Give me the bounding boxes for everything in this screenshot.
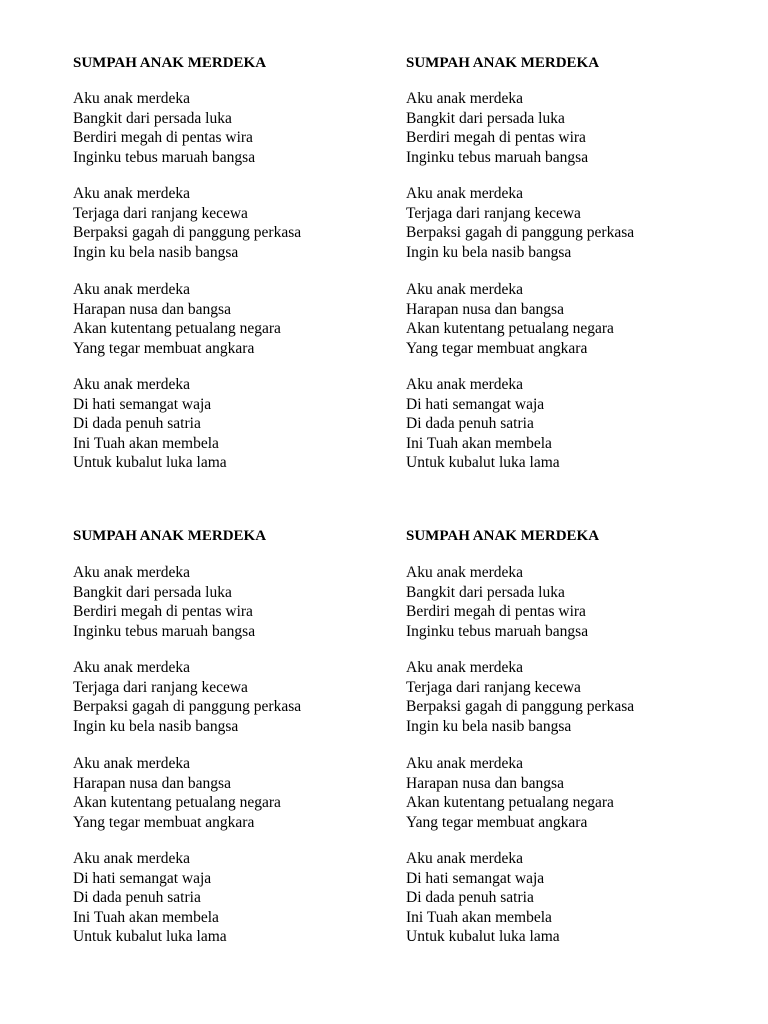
stanza-3 bbox=[73, 280, 281, 358]
poem-line: Aku anak merdeka bbox=[406, 755, 524, 772]
poem-line: Untuk kubalut luka lama bbox=[73, 454, 227, 472]
poem-line: Ingin ku bela nasib bangsa bbox=[406, 717, 572, 735]
poem-line: Harapan nusa dan bangsa bbox=[73, 300, 231, 318]
poem-line: Berpaksi gagah di panggung perkasa bbox=[406, 224, 635, 242]
poem-line: Ingin ku bela nasib bangsa bbox=[73, 717, 239, 735]
poem-line: Aku anak merdeka bbox=[73, 564, 191, 581]
poem-line: Harapan nusa dan bangsa bbox=[406, 300, 564, 318]
stanza-4 bbox=[406, 849, 560, 947]
poem-line: Bangkit dari persada luka bbox=[406, 583, 565, 601]
stanza-3 bbox=[406, 754, 614, 832]
poem-line: Inginku tebus maruah bangsa bbox=[73, 622, 256, 640]
poem-line: Di hati semangat waja bbox=[406, 395, 545, 413]
poem-line: Terjaga dari ranjang kecewa bbox=[73, 678, 248, 696]
poem-line: Bangkit dari persada luka bbox=[73, 583, 232, 601]
poem-line: Berdiri megah di pentas wira bbox=[73, 603, 253, 621]
poem-line: Ini Tuah akan membela bbox=[406, 908, 552, 926]
stanza-3 bbox=[73, 754, 281, 832]
poem-line: Akan kutentang petualang negara bbox=[406, 320, 614, 338]
poem-line: Terjaga dari ranjang kecewa bbox=[73, 204, 248, 222]
poem-line: Aku anak merdeka bbox=[406, 850, 524, 867]
poem-line: Aku anak merdeka bbox=[406, 564, 524, 581]
poem-line: Aku anak merdeka bbox=[73, 659, 191, 676]
poem-line: Berpaksi gagah di panggung perkasa bbox=[406, 698, 635, 716]
poem-line: Yang tegar membuat angkara bbox=[406, 813, 588, 831]
poem-line: Untuk kubalut luka lama bbox=[73, 928, 227, 946]
poem-line: Aku anak merdeka bbox=[406, 376, 524, 393]
poem-line: Di hati semangat waja bbox=[73, 869, 212, 887]
poem-line: Ini Tuah akan membela bbox=[406, 434, 552, 452]
stanza-2 bbox=[406, 658, 634, 736]
poem-line: Berdiri megah di pentas wira bbox=[406, 603, 586, 621]
stanza-1 bbox=[406, 89, 588, 167]
poem-line: Di dada penuh satria bbox=[406, 415, 534, 433]
poem-line: Akan kutentang petualang negara bbox=[73, 320, 281, 338]
poem-line: Akan kutentang petualang negara bbox=[73, 794, 281, 812]
poem-line: Harapan nusa dan bangsa bbox=[73, 774, 231, 792]
poem-line: Aku anak merdeka bbox=[406, 185, 524, 202]
poem-line: Aku anak merdeka bbox=[406, 281, 524, 298]
poem-line: Aku anak merdeka bbox=[73, 185, 191, 202]
poem-line: Di dada penuh satria bbox=[406, 889, 534, 907]
poem-title: SUMPAH ANAK MERDEKA bbox=[73, 528, 267, 544]
poem-line: Harapan nusa dan bangsa bbox=[406, 774, 564, 792]
poem-line: Aku anak merdeka bbox=[406, 90, 524, 107]
stanza-1 bbox=[406, 563, 588, 641]
stanza-4 bbox=[73, 375, 227, 473]
poem-line: Terjaga dari ranjang kecewa bbox=[406, 678, 581, 696]
poem-line: Untuk kubalut luka lama bbox=[406, 928, 560, 946]
stanza-4 bbox=[73, 849, 227, 947]
poem-line: Ingin ku bela nasib bangsa bbox=[406, 243, 572, 261]
poem-line: Di hati semangat waja bbox=[406, 869, 545, 887]
poem-line: Ingin ku bela nasib bangsa bbox=[73, 243, 239, 261]
poem-line: Akan kutentang petualang negara bbox=[406, 794, 614, 812]
poem-line: Berdiri megah di pentas wira bbox=[406, 129, 586, 147]
poem-line: Bangkit dari persada luka bbox=[406, 109, 565, 127]
poem-line: Terjaga dari ranjang kecewa bbox=[406, 204, 581, 222]
poem-line: Yang tegar membuat angkara bbox=[406, 339, 588, 357]
poem-title: SUMPAH ANAK MERDEKA bbox=[73, 55, 267, 71]
poem-line: Bangkit dari persada luka bbox=[73, 109, 232, 127]
poem-line: Di hati semangat waja bbox=[73, 395, 212, 413]
poem-line: Di dada penuh satria bbox=[73, 415, 201, 433]
stanza-3 bbox=[406, 280, 614, 358]
poem-line: Berpaksi gagah di panggung perkasa bbox=[73, 698, 302, 716]
stanza-2 bbox=[73, 184, 301, 262]
poem-line: Berpaksi gagah di panggung perkasa bbox=[73, 224, 302, 242]
stanza-1 bbox=[73, 89, 255, 167]
stanza-4 bbox=[406, 375, 560, 473]
poem-line: Aku anak merdeka bbox=[73, 281, 191, 298]
stanza-1 bbox=[73, 563, 255, 641]
poem-line: Inginku tebus maruah bangsa bbox=[406, 622, 589, 640]
poem-line: Aku anak merdeka bbox=[73, 90, 191, 107]
stanza-2 bbox=[406, 184, 634, 262]
poem-title: SUMPAH ANAK MERDEKA bbox=[406, 55, 600, 71]
poem-line: Yang tegar membuat angkara bbox=[73, 339, 255, 357]
poem-line: Aku anak merdeka bbox=[406, 659, 524, 676]
poem-line: Inginku tebus maruah bangsa bbox=[73, 148, 256, 166]
poem-line: Di dada penuh satria bbox=[73, 889, 201, 907]
stanza-2 bbox=[73, 658, 301, 736]
poem-line: Untuk kubalut luka lama bbox=[406, 454, 560, 472]
poem-line: Yang tegar membuat angkara bbox=[73, 813, 255, 831]
poem-line: Aku anak merdeka bbox=[73, 755, 191, 772]
poem-line: Aku anak merdeka bbox=[73, 376, 191, 393]
poem-line: Berdiri megah di pentas wira bbox=[73, 129, 253, 147]
poem-title: SUMPAH ANAK MERDEKA bbox=[406, 528, 600, 544]
poem-line: Aku anak merdeka bbox=[73, 850, 191, 867]
poem-line: Inginku tebus maruah bangsa bbox=[406, 148, 589, 166]
poem-line: Ini Tuah akan membela bbox=[73, 434, 219, 452]
poem-line: Ini Tuah akan membela bbox=[73, 908, 219, 926]
